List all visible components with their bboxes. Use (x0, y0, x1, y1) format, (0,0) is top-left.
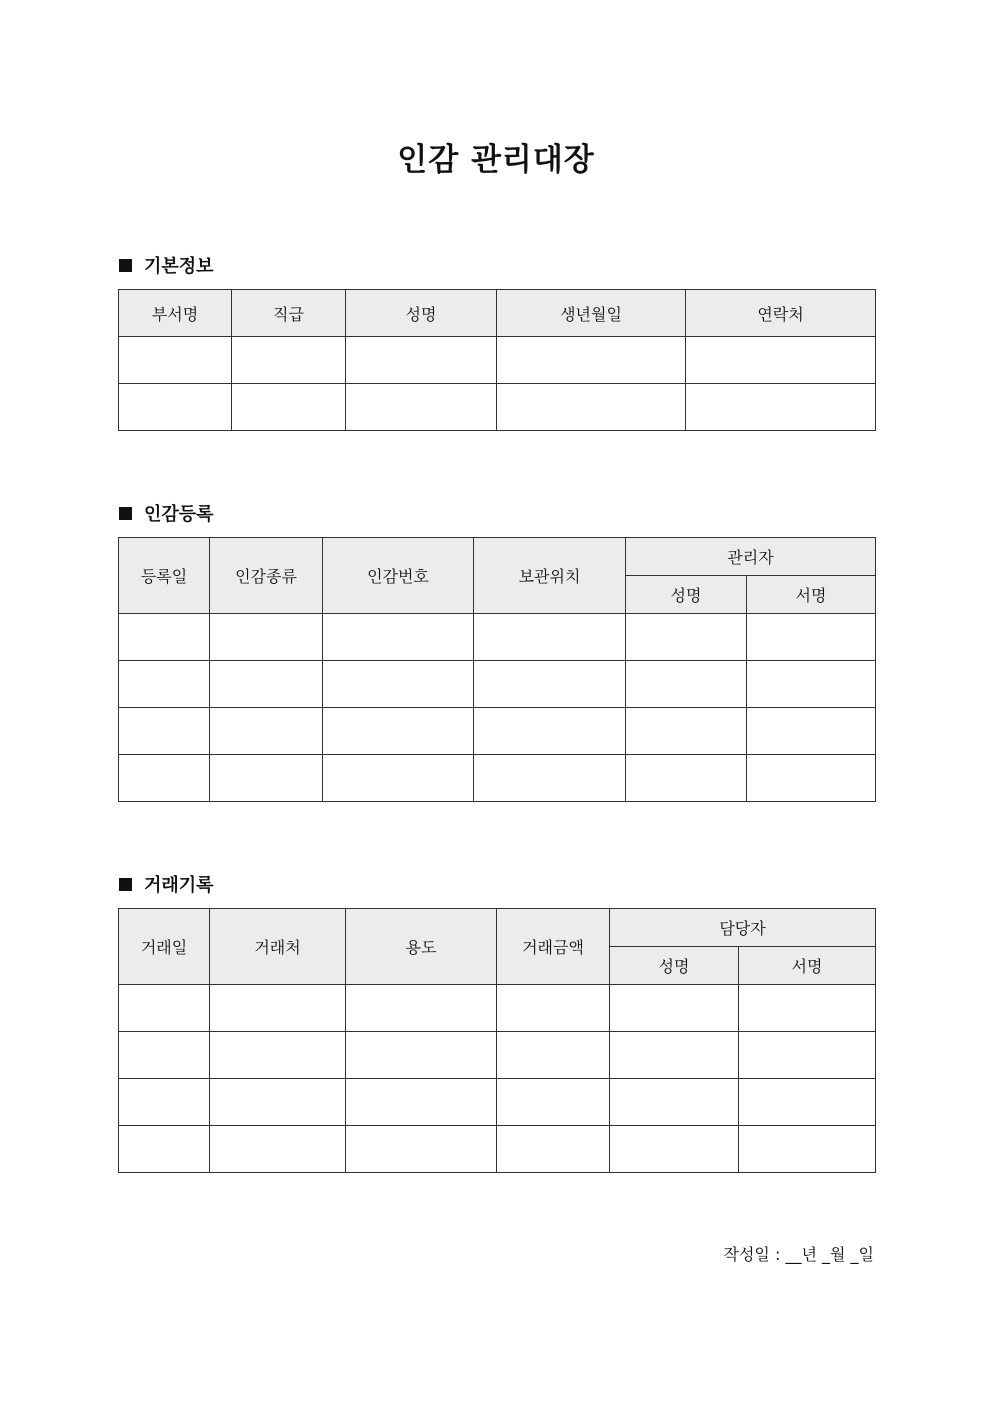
table-row (119, 384, 876, 431)
column-header-transaction-date: 거래일 (119, 909, 210, 985)
table-cell[interactable] (497, 337, 686, 384)
table-cell[interactable] (210, 1079, 346, 1126)
table-cell[interactable] (210, 1032, 346, 1079)
square-bullet-icon (119, 507, 132, 520)
table-cell[interactable] (626, 614, 747, 661)
table-row (119, 1126, 876, 1173)
table-cell[interactable] (739, 985, 876, 1032)
document-title: 인감 관리대장 (397, 142, 595, 178)
table-cell[interactable] (626, 708, 747, 755)
table-row (119, 985, 876, 1032)
column-header-seal-type: 인감종류 (210, 538, 323, 614)
section-heading-label: 기본정보 (144, 256, 214, 277)
table-cell[interactable] (119, 1079, 210, 1126)
column-header-birthdate: 생년월일 (497, 290, 686, 337)
column-header-name: 성명 (346, 290, 497, 337)
section-heading-label: 거래기록 (144, 875, 214, 896)
table-cell[interactable] (686, 384, 876, 431)
column-header-counterparty: 거래처 (210, 909, 346, 985)
table-row (119, 708, 876, 755)
column-group-header-person-in-charge: 담당자 (610, 909, 876, 947)
table-cell[interactable] (747, 661, 876, 708)
section-heading-basic-info (119, 253, 214, 277)
table-cell[interactable] (323, 661, 474, 708)
square-bullet-icon (119, 878, 132, 891)
table-cell[interactable] (210, 614, 323, 661)
table-cell[interactable] (119, 708, 210, 755)
table-cell[interactable] (747, 755, 876, 802)
table-cell[interactable] (210, 708, 323, 755)
table-cell[interactable] (626, 661, 747, 708)
table-cell[interactable] (119, 1032, 210, 1079)
column-header-department: 부서명 (119, 290, 232, 337)
table-cell[interactable] (346, 1079, 497, 1126)
table-row (119, 1079, 876, 1126)
table-cell[interactable] (474, 661, 626, 708)
table-cell[interactable] (119, 661, 210, 708)
table-cell[interactable] (210, 1126, 346, 1173)
table-cell[interactable] (232, 337, 346, 384)
table-cell[interactable] (474, 755, 626, 802)
table-cell[interactable] (626, 755, 747, 802)
table-cell[interactable] (610, 985, 739, 1032)
section-heading-label: 인감등록 (144, 504, 214, 525)
table-row (119, 755, 876, 802)
column-header-storage-location: 보관위치 (474, 538, 626, 614)
table-cell[interactable] (747, 614, 876, 661)
table-cell[interactable] (323, 755, 474, 802)
table-cell[interactable] (610, 1079, 739, 1126)
table-cell[interactable] (119, 384, 232, 431)
table-cell[interactable] (119, 337, 232, 384)
column-header-contact: 연락처 (686, 290, 876, 337)
table-cell[interactable] (610, 1126, 739, 1173)
table-cell[interactable] (497, 1126, 610, 1173)
column-header-manager-signature: 서명 (747, 576, 876, 614)
table-cell[interactable] (232, 384, 346, 431)
table-cell[interactable] (210, 661, 323, 708)
column-header-person-signature: 서명 (739, 947, 876, 985)
table-cell[interactable] (474, 708, 626, 755)
table-header-row (119, 538, 876, 576)
table-cell[interactable] (739, 1032, 876, 1079)
table-cell[interactable] (346, 1126, 497, 1173)
table-cell[interactable] (474, 614, 626, 661)
table-row (119, 614, 876, 661)
table-cell[interactable] (346, 985, 497, 1032)
table-cell[interactable] (739, 1079, 876, 1126)
section-heading-seal-registration (119, 501, 214, 525)
column-header-registration-date: 등록일 (119, 538, 210, 614)
table-cell[interactable] (323, 614, 474, 661)
table-cell[interactable] (119, 985, 210, 1032)
table-cell[interactable] (323, 708, 474, 755)
column-group-header-manager: 관리자 (626, 538, 876, 576)
transaction-record-table (118, 908, 876, 1173)
table-cell[interactable] (497, 1032, 610, 1079)
table-row (119, 337, 876, 384)
table-cell[interactable] (346, 337, 497, 384)
table-cell[interactable] (119, 1126, 210, 1173)
square-bullet-icon (119, 259, 132, 272)
table-cell[interactable] (119, 755, 210, 802)
table-cell[interactable] (610, 1032, 739, 1079)
column-header-person-name: 성명 (610, 947, 739, 985)
table-cell[interactable] (497, 384, 686, 431)
column-header-seal-number: 인감번호 (323, 538, 474, 614)
table-cell[interactable] (210, 755, 323, 802)
table-row (119, 661, 876, 708)
table-cell[interactable] (686, 337, 876, 384)
basic-info-table (118, 289, 876, 431)
table-cell[interactable] (346, 1032, 497, 1079)
section-heading-transaction-record (119, 872, 214, 896)
table-header-row (119, 290, 876, 337)
table-cell[interactable] (210, 985, 346, 1032)
table-row (119, 1032, 876, 1079)
table-cell[interactable] (739, 1126, 876, 1173)
column-header-position: 직급 (232, 290, 346, 337)
written-date-line: 작성일 : __년 _월 _일 (723, 1245, 874, 1264)
column-header-manager-name: 성명 (626, 576, 747, 614)
seal-registration-table (118, 537, 876, 802)
table-cell[interactable] (119, 614, 210, 661)
column-header-amount: 거래금액 (497, 909, 610, 985)
column-header-purpose: 용도 (346, 909, 497, 985)
table-cell[interactable] (497, 1079, 610, 1126)
table-cell[interactable] (497, 985, 610, 1032)
table-cell[interactable] (346, 384, 497, 431)
table-header-row (119, 909, 876, 947)
table-cell[interactable] (747, 708, 876, 755)
